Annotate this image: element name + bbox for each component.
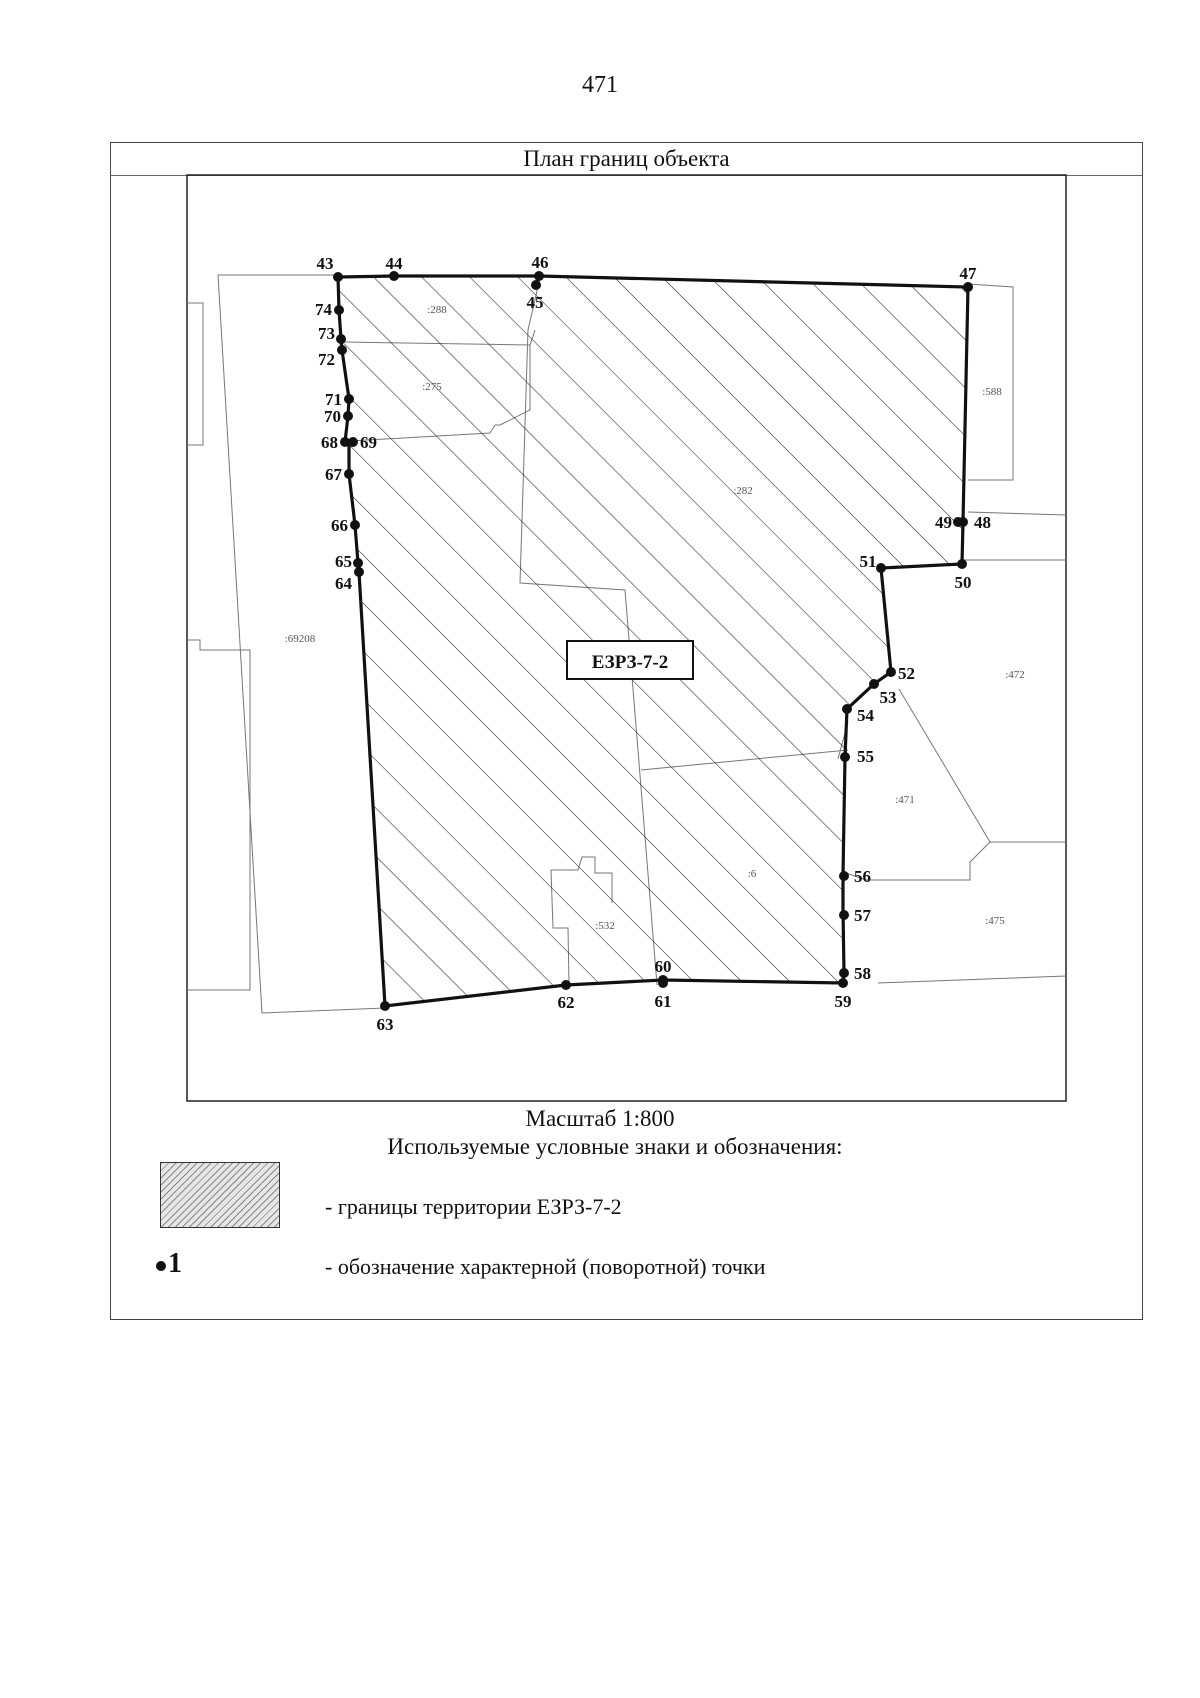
boundary-point-56 xyxy=(839,871,849,881)
parcel-label-6: :6 xyxy=(747,868,757,880)
boundary-point-label-72: 72 xyxy=(318,350,335,369)
boundary-point-66 xyxy=(350,520,360,530)
boundary-point-label-70: 70 xyxy=(324,407,341,426)
boundary-point-71 xyxy=(344,394,354,404)
boundary-point-67 xyxy=(344,469,354,479)
frame-title: План границ объекта xyxy=(523,146,730,171)
boundary-point-label-60: 60 xyxy=(654,957,672,976)
boundary-point-61 xyxy=(658,978,668,988)
boundary-point-63 xyxy=(380,1001,390,1011)
boundary-point-label-63: 63 xyxy=(376,1015,394,1034)
boundary-point-label-59: 59 xyxy=(834,992,852,1011)
boundary-point-label-43: 43 xyxy=(316,254,334,273)
boundary-point-label-54: 54 xyxy=(857,706,874,725)
boundary-point-label-73: 73 xyxy=(318,324,335,343)
boundary-point-label-44: 44 xyxy=(385,254,403,273)
boundary-point-label-65: 65 xyxy=(335,552,352,571)
parcel-label-475: :475 xyxy=(985,915,1005,927)
boundary-point-50 xyxy=(957,559,967,569)
boundary-point-label-71: 71 xyxy=(325,390,342,409)
boundary-point-label-66: 66 xyxy=(331,516,348,535)
parcel-label-471: :471 xyxy=(895,794,915,806)
parcel-label-282: :282 xyxy=(733,485,753,497)
boundary-point-59 xyxy=(838,978,848,988)
legend-point-text: - обозначение характерной (поворотной) точки xyxy=(325,1254,766,1279)
parcel-label-288: :288 xyxy=(427,304,447,316)
boundary-point-label-51: 51 xyxy=(859,552,877,571)
legend-title: Используемые условные знаки и обозначения: xyxy=(387,1134,843,1159)
boundary-point-49 xyxy=(953,517,963,527)
boundary-point-label-52: 52 xyxy=(898,664,915,683)
boundary-point-label-68: 68 xyxy=(321,433,338,452)
boundary-point-52 xyxy=(886,667,896,677)
boundary-point-65 xyxy=(353,558,363,568)
boundary-point-43 xyxy=(333,272,343,282)
page-number: 471 xyxy=(582,72,618,98)
zone-label: ЕЗРЗ-7-2 xyxy=(591,652,669,673)
boundary-point-label-45: 45 xyxy=(526,293,544,312)
boundary-point-64 xyxy=(354,567,364,577)
boundary-point-label-74: 74 xyxy=(315,300,332,319)
boundary-point-label-56: 56 xyxy=(854,867,871,886)
boundary-point-label-57: 57 xyxy=(854,906,871,925)
boundary-point-label-61: 61 xyxy=(654,992,672,1011)
boundary-point-label-64: 64 xyxy=(335,574,352,593)
boundary-point-47 xyxy=(963,282,973,292)
boundary-point-69 xyxy=(348,437,358,447)
parcel-label-532: :532 xyxy=(595,920,615,932)
boundary-point-label-49: 49 xyxy=(935,513,952,532)
parcel-label-69208: :69208 xyxy=(284,633,316,645)
boundary-point-45 xyxy=(531,280,541,290)
boundary-point-62 xyxy=(561,980,571,990)
boundary-point-label-47: 47 xyxy=(959,264,977,283)
boundary-point-53 xyxy=(869,679,879,689)
parcel-label-275: :275 xyxy=(422,381,442,393)
boundary-point-72 xyxy=(337,345,347,355)
boundary-point-label-58: 58 xyxy=(854,964,871,983)
boundary-point-label-48: 48 xyxy=(974,513,991,532)
boundary-point-57 xyxy=(839,910,849,920)
boundary-point-51 xyxy=(876,563,886,573)
boundary-point-58 xyxy=(839,968,849,978)
legend-hatch-swatch xyxy=(160,1162,280,1228)
scale-label: Масштаб 1:800 xyxy=(525,1106,675,1131)
parcel-label-472: :472 xyxy=(1005,669,1025,681)
parcel-label-588: :588 xyxy=(982,386,1002,398)
zone-label-box xyxy=(567,641,693,679)
point-dot-icon xyxy=(156,1261,166,1271)
boundary-point-70 xyxy=(343,411,353,421)
boundary-point-55 xyxy=(840,752,850,762)
boundary-point-label-55: 55 xyxy=(857,747,874,766)
boundary-point-46 xyxy=(534,271,544,281)
boundary-point-label-67: 67 xyxy=(325,465,342,484)
boundary-point-label-50: 50 xyxy=(954,573,972,592)
boundary-point-54 xyxy=(842,704,852,714)
boundary-point-73 xyxy=(336,334,346,344)
boundary-point-74 xyxy=(334,305,344,315)
boundary-point-label-62: 62 xyxy=(557,993,575,1012)
boundary-point-label-53: 53 xyxy=(879,688,897,707)
legend-point-symbol xyxy=(156,1248,182,1280)
boundary-point-label-46: 46 xyxy=(531,253,549,272)
legend-boundary-text: - границы территории ЕЗРЗ-7-2 xyxy=(325,1194,622,1219)
boundary-point-label-69: 69 xyxy=(360,433,377,452)
legend-point-number: 1 xyxy=(168,1248,182,1279)
